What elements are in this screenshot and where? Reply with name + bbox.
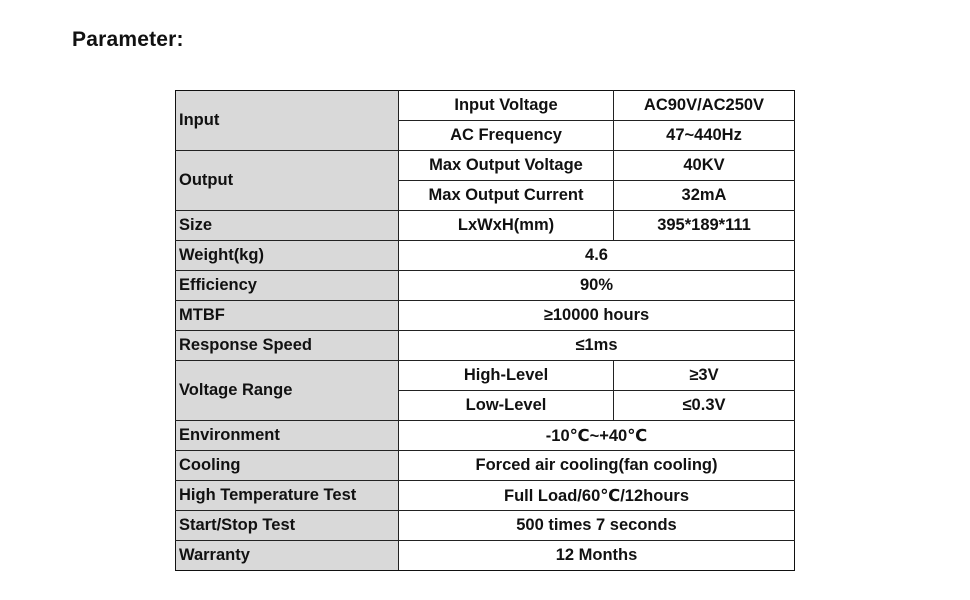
ac-frequency-value: 47~440Hz (614, 121, 795, 151)
table-row-input-voltage (176, 91, 795, 121)
response-speed-value: ≤1ms (399, 331, 795, 361)
environment-value: -10℃~+40℃ (399, 421, 795, 451)
label-start-stop-test: Start/Stop Test (176, 511, 399, 541)
table-row-efficiency (176, 271, 795, 301)
label-input: Input (176, 91, 399, 151)
label-mtbf: MTBF (176, 301, 399, 331)
table-row-voltage-high (176, 361, 795, 391)
size-name: LxWxH(mm) (399, 211, 614, 241)
table-row-response-speed (176, 331, 795, 361)
high-level-value: ≥3V (614, 361, 795, 391)
table-row-warranty (176, 541, 795, 571)
output-current-name: Max Output Current (399, 181, 614, 211)
page-title: Parameter: (72, 28, 184, 51)
table-row-environment (176, 421, 795, 451)
label-size: Size (176, 211, 399, 241)
label-environment: Environment (176, 421, 399, 451)
efficiency-value: 90% (399, 271, 795, 301)
weight-value: 4.6 (399, 241, 795, 271)
warranty-value: 12 Months (399, 541, 795, 571)
high-temperature-test-value: Full Load/60℃/12hours (399, 481, 795, 511)
ac-frequency-name: AC Frequency (399, 121, 614, 151)
size-value: 395*189*111 (614, 211, 795, 241)
label-voltage-range: Voltage Range (176, 361, 399, 421)
cooling-value: Forced air cooling(fan cooling) (399, 451, 795, 481)
high-level-name: High-Level (399, 361, 614, 391)
label-response-speed: Response Speed (176, 331, 399, 361)
table-row-mtbf (176, 301, 795, 331)
table-row-weight (176, 241, 795, 271)
low-level-value: ≤0.3V (614, 391, 795, 421)
table-row-high-temperature-test (176, 481, 795, 511)
start-stop-test-value: 500 times 7 seconds (399, 511, 795, 541)
table-row-cooling (176, 451, 795, 481)
label-efficiency: Efficiency (176, 271, 399, 301)
input-voltage-value: AC90V/AC250V (614, 91, 795, 121)
table-row-output-voltage (176, 151, 795, 181)
label-weight: Weight(kg) (176, 241, 399, 271)
output-voltage-value: 40KV (614, 151, 795, 181)
output-voltage-name: Max Output Voltage (399, 151, 614, 181)
low-level-name: Low-Level (399, 391, 614, 421)
table-row-size (176, 211, 795, 241)
label-high-temperature-test: High Temperature Test (176, 481, 399, 511)
input-voltage-name: Input Voltage (399, 91, 614, 121)
table-row-start-stop-test (176, 511, 795, 541)
label-output: Output (176, 151, 399, 211)
output-current-value: 32mA (614, 181, 795, 211)
parameter-table (175, 90, 795, 571)
label-cooling: Cooling (176, 451, 399, 481)
label-warranty: Warranty (176, 541, 399, 571)
mtbf-value: ≥10000 hours (399, 301, 795, 331)
